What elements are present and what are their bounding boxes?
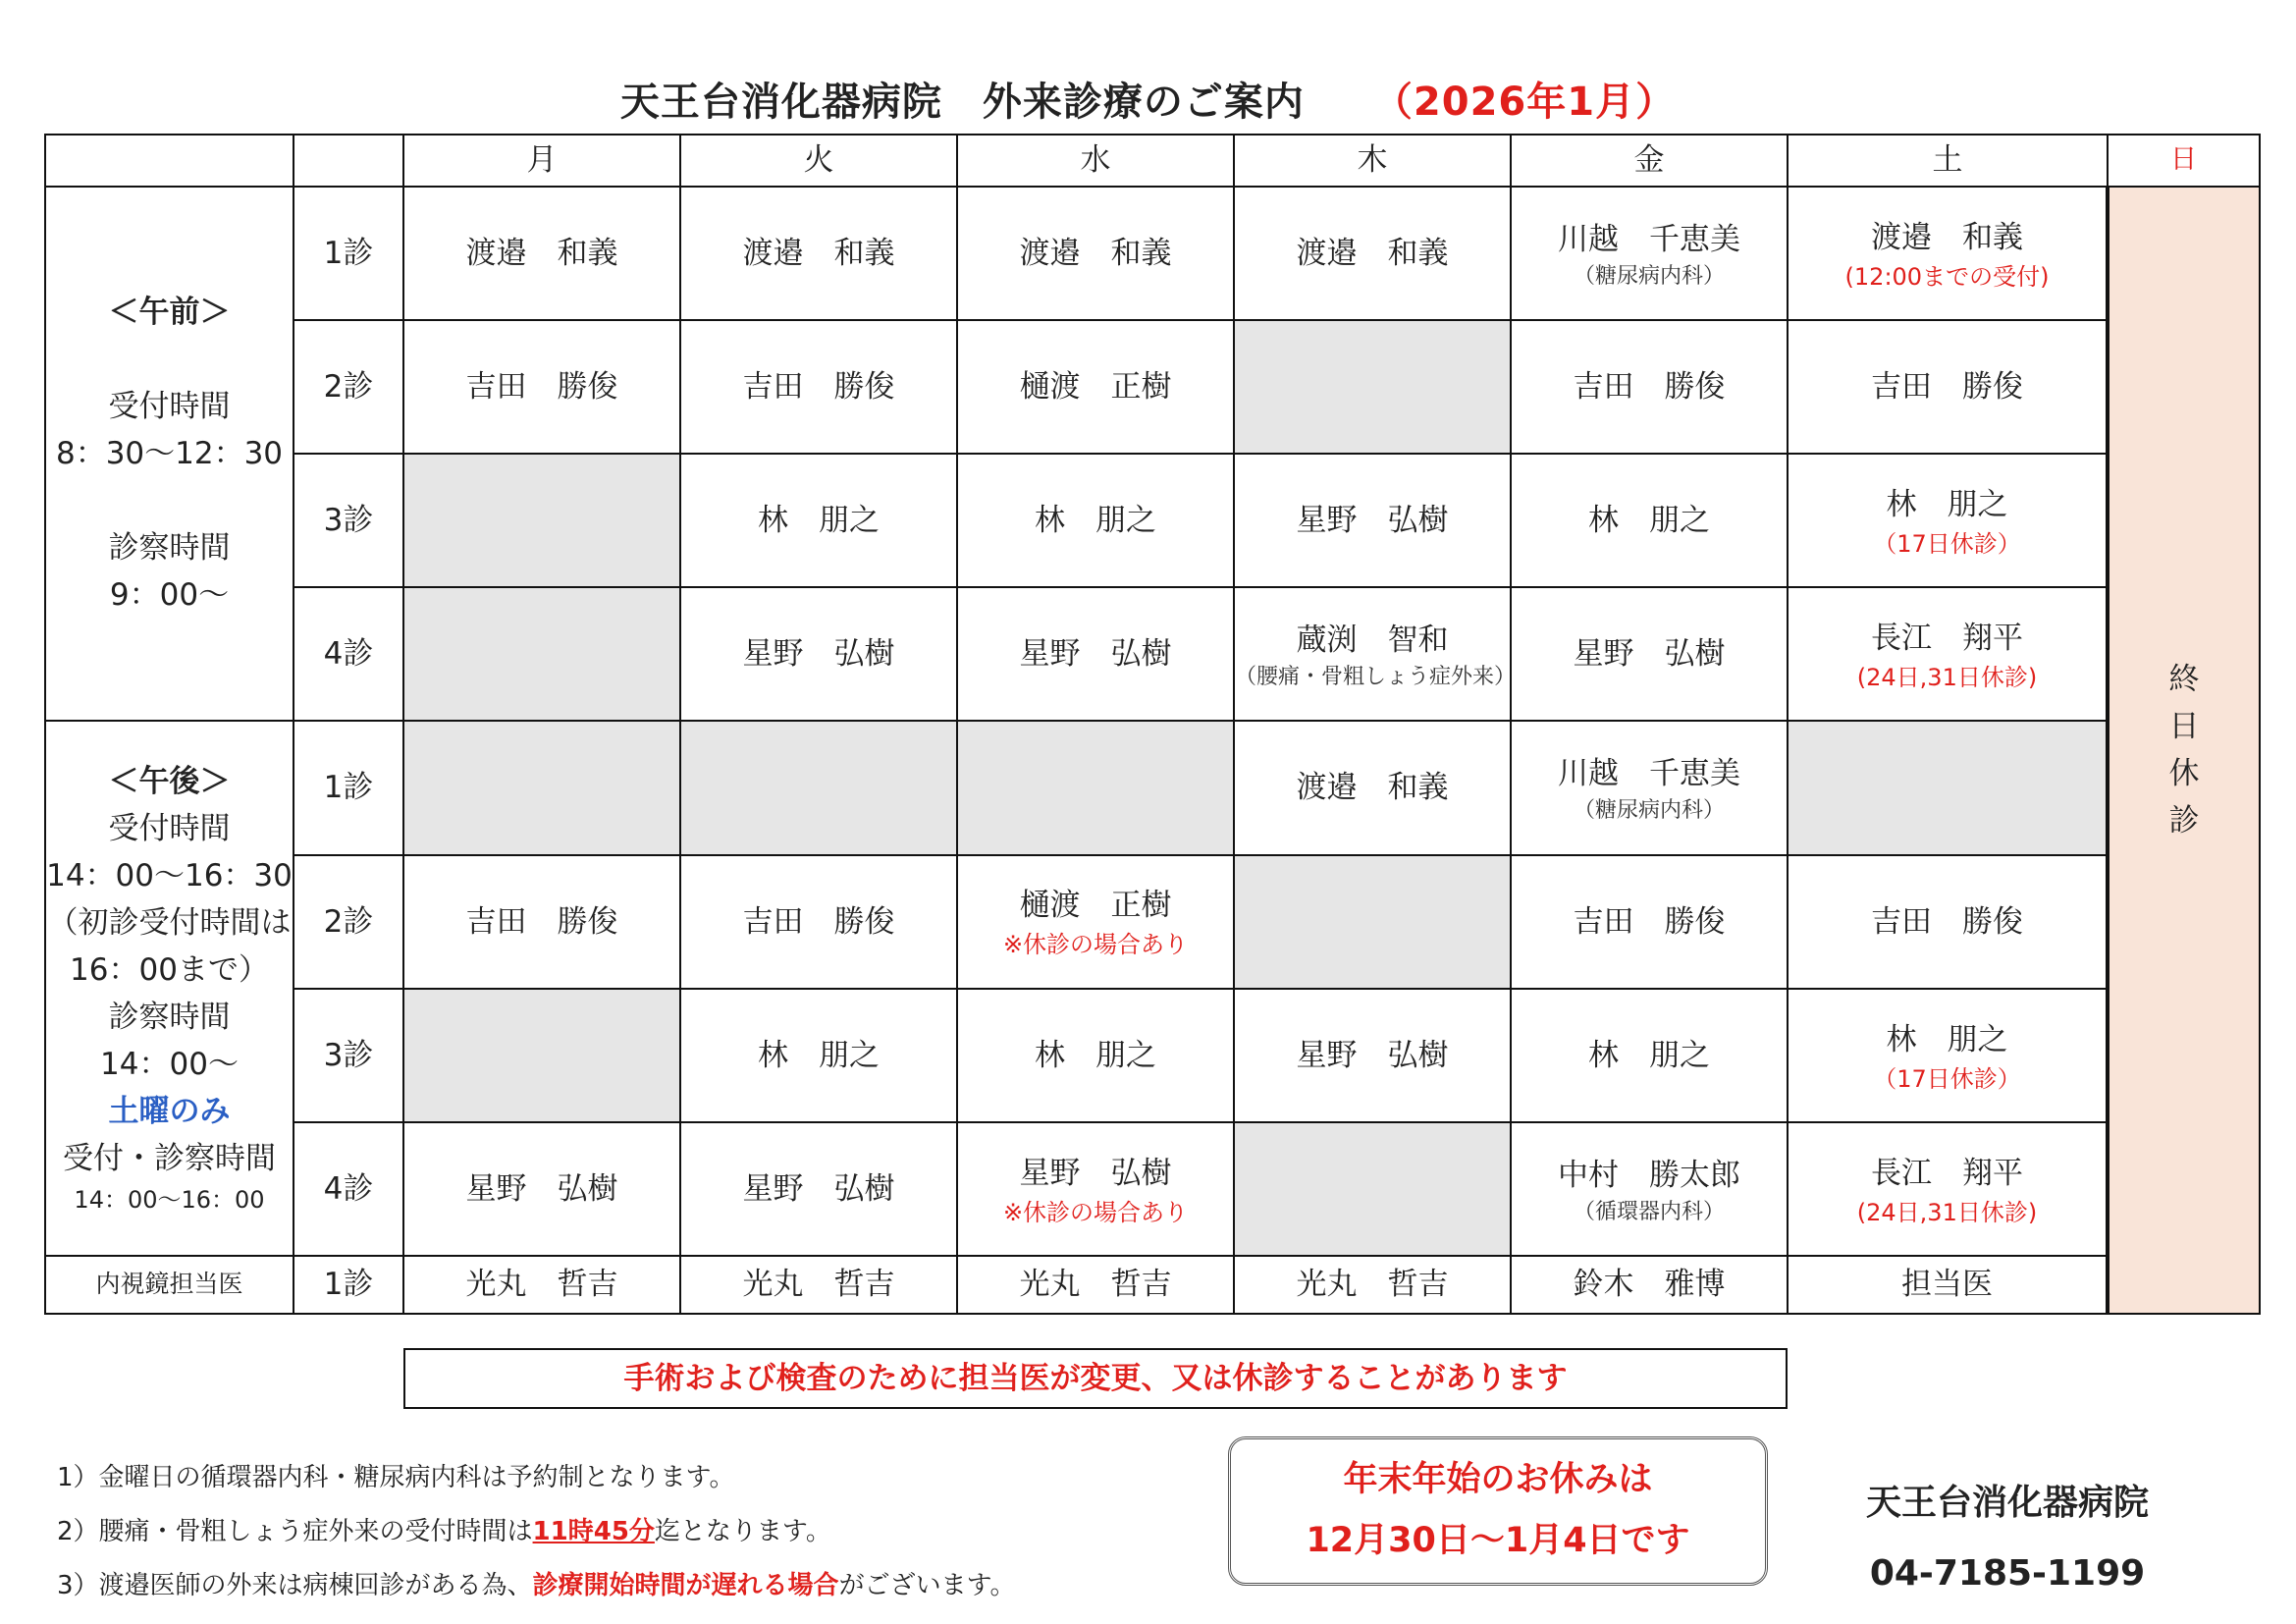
- afternoon-row: [45, 989, 2260, 1122]
- doctor-cell: [1788, 1256, 2108, 1314]
- doctor-name: 星野 弘樹: [1019, 636, 1172, 673]
- doctor-cell: [680, 187, 957, 320]
- doctor-name: 星野 弘樹: [1296, 1037, 1449, 1073]
- doctor-name: 渡邉 和義: [1296, 770, 1449, 806]
- doctor-cell: [403, 1122, 680, 1256]
- doctor-name: 吉田 勝俊: [742, 369, 895, 406]
- closed-cell: [957, 721, 1234, 854]
- header-day-wed: 水: [957, 135, 1234, 187]
- holiday-line-1: 年末年始のお休みは: [1343, 1460, 1653, 1499]
- doctor-name: 林 朋之: [1035, 503, 1156, 539]
- header-day-sun: 日: [2108, 135, 2260, 187]
- hospital-name: 天王台消化器病院: [1865, 1483, 2149, 1523]
- doctor-name: 吉田 勝俊: [1871, 369, 2023, 406]
- change-notice: 手術および検査のために担当医が変更、又は休診することがあります: [403, 1348, 1788, 1409]
- department-label: （糖尿病内科）: [1573, 263, 1725, 289]
- note-1: 1）金曜日の循環器内科・糖尿病内科は予約制となります。: [57, 1463, 735, 1492]
- room-label: 4診: [294, 1122, 403, 1256]
- header-row: [45, 135, 2260, 187]
- hours-first-visit-2: 16：00まで）: [70, 952, 269, 989]
- doctor-cell: [1511, 187, 1788, 320]
- doctor-name: 吉田 勝俊: [1573, 903, 1726, 940]
- sunday-closed: [2108, 187, 2260, 1314]
- room-label: 2診: [294, 320, 403, 454]
- doctor-name: 樋渡 正樹: [1019, 369, 1172, 406]
- header-blank: [45, 135, 294, 187]
- doctor-cell: [957, 187, 1234, 320]
- sunday-char: 終: [2168, 661, 2200, 697]
- doctor-cell: [1788, 320, 2108, 454]
- doctor-cell: [680, 855, 957, 989]
- schedule-note: （17日休診）: [1873, 530, 2021, 558]
- header-day-tue: 火: [680, 135, 957, 187]
- doctor-cell: [680, 320, 957, 454]
- schedule-note: (24日,31日休診): [1856, 664, 2038, 692]
- schedule-note: (24日,31日休診): [1856, 1198, 2038, 1226]
- hours-reception-label: 受付時間: [108, 810, 231, 846]
- room-label: 3診: [294, 454, 403, 587]
- schedule-note: ※休診の場合あり: [1002, 1198, 1189, 1226]
- doctor-cell: [1511, 320, 1788, 454]
- closed-cell: [403, 454, 680, 587]
- doctor-name: 林 朋之: [758, 1037, 880, 1073]
- doctor-cell: [1788, 587, 2108, 721]
- hours-label: ＜午後＞: [108, 763, 231, 799]
- doctor-name: 中村 勝太郎: [1558, 1157, 1740, 1193]
- doctor-cell: [1788, 187, 2108, 320]
- doctor-cell: [1234, 587, 1517, 721]
- closed-cell: [1788, 721, 2108, 854]
- doctor-name: 星野 弘樹: [465, 1170, 618, 1207]
- hours-first-visit-1: （初診受付時間は: [47, 905, 292, 941]
- doctor-cell: [1511, 1256, 1788, 1314]
- doctor-cell: [1788, 855, 2108, 989]
- title-date: （2026年1月）: [1372, 80, 1677, 125]
- morning-row: [45, 587, 2260, 721]
- doctor-name: 林 朋之: [1588, 1037, 1710, 1073]
- room-label: 3診: [294, 989, 403, 1122]
- doctor-cell: [680, 454, 957, 587]
- endoscopy-label: 内視鏡担当医: [45, 1256, 294, 1314]
- department-label: （腰痛・骨粗しょう症外来）: [1235, 665, 1517, 690]
- sunday-char: 日: [2168, 708, 2200, 744]
- morning-hours: [45, 187, 294, 722]
- doctor-cell: [1788, 1122, 2108, 1256]
- doctor-cell: [1234, 989, 1511, 1122]
- header-day-fri: 金: [1511, 135, 1788, 187]
- doctor-cell: [1511, 454, 1788, 587]
- doctor-name: 樋渡 正樹: [1019, 888, 1172, 924]
- doctor-cell: [680, 1256, 957, 1314]
- doctor-name: 吉田 勝俊: [465, 369, 618, 406]
- doctor-cell: [957, 454, 1234, 587]
- endoscopy-row: [45, 1256, 2260, 1314]
- doctor-name: 林 朋之: [1035, 1037, 1156, 1073]
- doctor-cell: [1234, 721, 1511, 854]
- hours-reception-time: 8：30～12：30: [55, 436, 284, 472]
- hours-exam-label: 診察時間: [108, 1000, 231, 1036]
- closed-cell: [403, 587, 680, 721]
- doctor-cell: [957, 989, 1234, 1122]
- doctor-cell: [680, 587, 957, 721]
- doctor-name: 林 朋之: [758, 503, 880, 539]
- doctor-cell: [403, 320, 680, 454]
- doctor-cell: [957, 587, 1234, 721]
- doctor-cell: [680, 989, 957, 1122]
- doctor-cell: [1511, 587, 1788, 721]
- doctor-cell: [957, 1122, 1234, 1256]
- doctor-name: 蔵渕 智和: [1296, 623, 1449, 658]
- hours-label: ＜午前＞: [108, 294, 231, 330]
- doctor-cell: [1234, 454, 1511, 587]
- closed-cell: [1234, 320, 1511, 454]
- doctor-name: 長江 翔平: [1871, 621, 2023, 657]
- doctor-cell: [1511, 1122, 1788, 1256]
- doctor-cell: [1511, 989, 1788, 1122]
- morning-row: [45, 187, 2260, 320]
- doctor-name: 光丸 哲吉: [465, 1267, 618, 1303]
- doctor-name: 長江 翔平: [1871, 1155, 2023, 1191]
- doctor-cell: [1234, 1256, 1511, 1314]
- phone-number: 04-7185-1199: [1869, 1553, 2146, 1594]
- schedule-note: ※休診の場合あり: [1002, 931, 1189, 959]
- closed-cell: [403, 989, 680, 1122]
- hours-reception-label: 受付時間: [108, 389, 231, 425]
- doctor-name: 渡邉 和義: [1871, 219, 2023, 255]
- room-label: 2診: [294, 855, 403, 989]
- note-2: 2）腰痛・骨粗しょう症外来の受付時間は11時45分迄となります。: [57, 1517, 831, 1546]
- schedule-note: (12:00までの受付): [1844, 262, 2050, 291]
- hours-reception-time: 14：00～16：30: [46, 857, 293, 893]
- doctor-name: 担当医: [1901, 1267, 1993, 1303]
- doctor-cell: [1234, 187, 1511, 320]
- sunday-char: 診: [2168, 802, 2200, 839]
- doctor-name: 川越 千恵美: [1558, 221, 1740, 257]
- doctor-cell: [1511, 721, 1788, 854]
- doctor-name: 林 朋之: [1886, 486, 2008, 522]
- room-label: 1診: [294, 187, 403, 320]
- doctor-name: 鈴木 雅博: [1573, 1267, 1726, 1303]
- doctor-name: 渡邉 和義: [465, 235, 618, 271]
- closed-cell: [680, 721, 957, 854]
- doctor-name: 林 朋之: [1588, 503, 1710, 539]
- header-day-mon: 月: [403, 135, 680, 187]
- afternoon-row: [45, 1122, 2260, 1256]
- doctor-name: 光丸 哲吉: [742, 1267, 895, 1303]
- doctor-name: 星野 弘樹: [1573, 636, 1726, 673]
- closed-cell: [403, 721, 680, 854]
- doctor-name: 星野 弘樹: [1296, 503, 1449, 539]
- title-main: 天王台消化器病院 外来診療のご案内: [619, 80, 1305, 125]
- afternoon-row: [45, 855, 2260, 989]
- doctor-name: 吉田 勝俊: [742, 903, 895, 940]
- doctor-name: 川越 千恵美: [1558, 756, 1740, 792]
- header-blank: [294, 135, 403, 187]
- schedule-table: [44, 134, 2261, 1315]
- hours-sat-label: 受付・診察時間: [63, 1141, 276, 1177]
- morning-row: [45, 320, 2260, 454]
- schedule-note: （17日休診）: [1873, 1064, 2021, 1093]
- room-label: 4診: [294, 587, 403, 721]
- page-title: [0, 71, 2296, 127]
- hours-saturday-only: 土曜のみ: [108, 1094, 231, 1130]
- closed-cell: [1234, 855, 1511, 989]
- doctor-name: 星野 弘樹: [742, 636, 895, 673]
- doctor-name: 星野 弘樹: [742, 1170, 895, 1207]
- doctor-cell: [680, 1122, 957, 1256]
- doctor-name: 吉田 勝俊: [1871, 903, 2023, 940]
- doctor-name: 吉田 勝俊: [465, 903, 618, 940]
- closed-cell: [1234, 1122, 1511, 1256]
- header-day-sat: 土: [1788, 135, 2108, 187]
- hours-exam-label: 診察時間: [108, 530, 231, 567]
- hours-sat-time: 14：00～16：00: [74, 1186, 265, 1215]
- notes: [57, 1451, 1015, 1613]
- sunday-char: 休: [2168, 755, 2200, 791]
- doctor-name: 渡邉 和義: [1296, 235, 1449, 271]
- room-label: 1診: [294, 1256, 403, 1314]
- doctor-cell: [1788, 989, 2108, 1122]
- doctor-cell: [403, 1256, 680, 1314]
- afternoon-hours: [45, 721, 294, 1256]
- holiday-line-2: 12月30日～1月4日です: [1306, 1521, 1690, 1560]
- room-label: 1診: [294, 721, 403, 854]
- doctor-cell: [957, 320, 1234, 454]
- doctor-cell: [957, 855, 1234, 989]
- doctor-cell: [957, 1256, 1234, 1314]
- doctor-cell: [1511, 855, 1788, 989]
- note-3: 3）渡邉医師の外来は病棟回診がある為、診療開始時間が遅れる場合がございます。: [57, 1571, 1016, 1600]
- doctor-cell: [1788, 454, 2108, 587]
- doctor-name: 光丸 哲吉: [1019, 1267, 1172, 1303]
- holiday-box: [1228, 1436, 1768, 1586]
- header-day-thu: 木: [1234, 135, 1511, 187]
- hours-exam-time: 14：00～: [100, 1047, 239, 1083]
- doctor-name: 渡邉 和義: [742, 235, 895, 271]
- doctor-name: 光丸 哲吉: [1296, 1267, 1449, 1303]
- doctor-name: 吉田 勝俊: [1573, 369, 1726, 406]
- doctor-name: 林 朋之: [1886, 1021, 2008, 1057]
- morning-row: [45, 454, 2260, 587]
- footer-contact: [1845, 1468, 2169, 1609]
- doctor-cell: [403, 187, 680, 320]
- hours-exam-time: 9：00～: [109, 577, 230, 614]
- department-label: （糖尿病内科）: [1573, 798, 1725, 824]
- afternoon-row: [45, 721, 2260, 854]
- department-label: （循環器内科）: [1573, 1199, 1725, 1224]
- doctor-name: 渡邉 和義: [1019, 235, 1172, 271]
- doctor-name: 星野 弘樹: [1019, 1155, 1172, 1191]
- doctor-cell: [403, 855, 680, 989]
